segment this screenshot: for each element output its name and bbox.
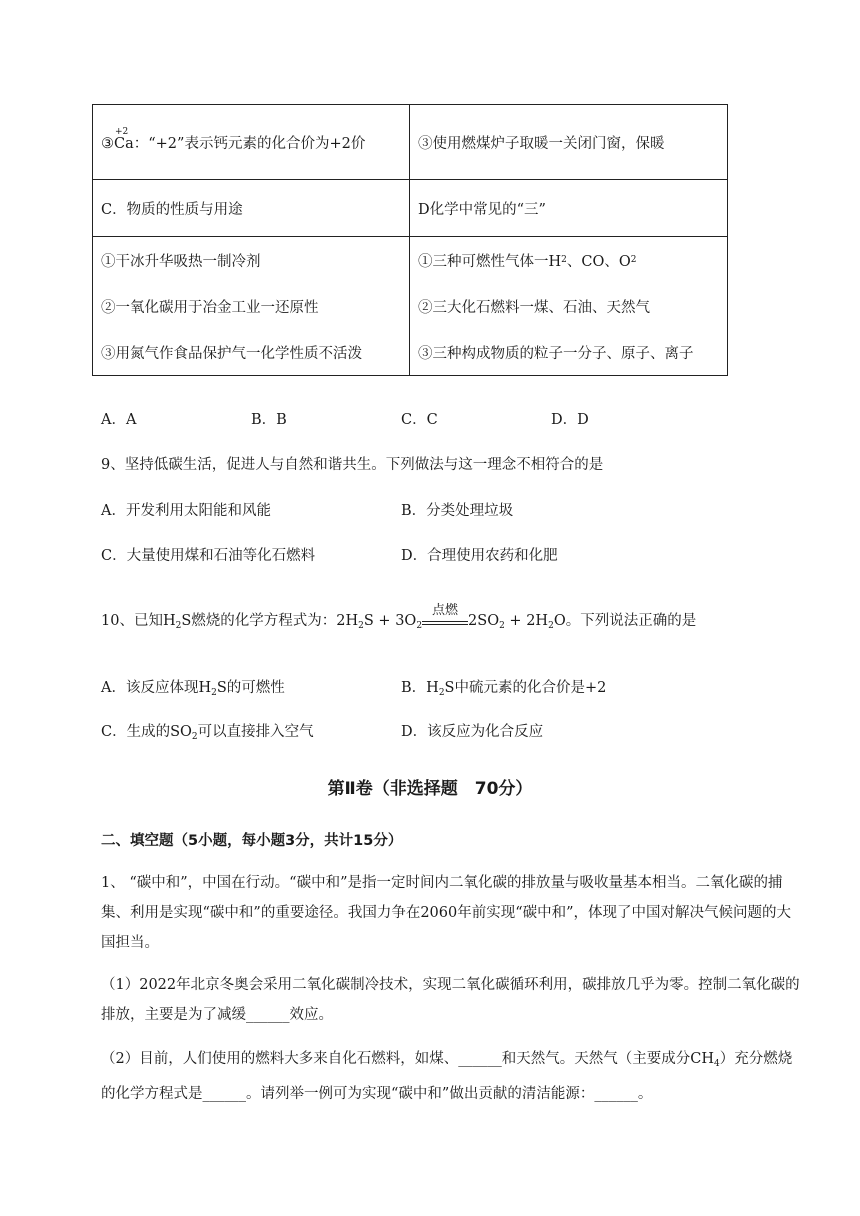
reaction-condition: 点燃 — [422, 619, 468, 625]
q10-option-b[interactable]: B．$H_2S$中硫元素的化合价是+2 — [401, 680, 607, 698]
q9-stem: 9、坚持低碳生活，促进人与自然和谐共生。下列做法与这一理念不相符合的是 — [101, 457, 604, 473]
question-1-part-1: （1）2022年北京冬奥会采用二氧化碳制冷技术，实现二氧化碳循环利用，碳排放几乎为零。控制二氧化碳的排放，主要是为了减缓______效应。 — [101, 977, 800, 1023]
cell-line: ②三大化石燃料一煤、石油、天然气 — [418, 299, 650, 316]
cell-prefix: ③ — [101, 135, 114, 152]
q8-option-a[interactable]: A．A — [101, 412, 137, 428]
q9-option-b[interactable]: B．分类处理垃圾 — [401, 503, 514, 519]
question-1-part-2: （2）目前，人们使用的燃料大多来自化石燃料，如煤、______和天然气。天然气（主要成分$CH_4$）充分燃烧的化学方程式是______。请列举一例可为实现“碳中和”做出贡献的清洁能源：______。 — [101, 1051, 793, 1102]
q9-option-a[interactable]: A．开发利用太阳能和风能 — [101, 503, 271, 519]
q9-option-d[interactable]: D．合理使用农药和化肥 — [401, 548, 558, 564]
q9-option-c[interactable]: C．大量使用煤和石油等化石燃料 — [101, 548, 316, 564]
options-table — [92, 104, 728, 376]
q8-option-c[interactable]: C．C — [401, 412, 438, 428]
cell-line: ①三种可燃性气体一H 2 、CO、O 2 — [418, 253, 637, 270]
q8-option-d[interactable]: D．D — [551, 412, 589, 428]
cell-line: ③三种构成物质的粒子一分子、原子、离子 — [418, 345, 694, 362]
q10-option-a[interactable]: A．该反应体现$H_2S$的可燃性 — [101, 680, 285, 698]
table-cell-r1-right: ③使用燃煤炉子取暖一关闭门窗，保暖 — [410, 105, 728, 180]
table-cell-r3-right — [410, 237, 728, 376]
cell-text: ：“+2”表示钙元素的化合价为+2价 — [133, 135, 366, 152]
table-cell-r2-left: C．物质的性质与用途 — [93, 180, 410, 237]
table-cell-r3-left — [93, 237, 410, 376]
q10-option-c[interactable]: C．生成的$SO_2$可以直接排入空气 — [101, 724, 314, 742]
question-1-intro: 1、 “碳中和”，中国在行动。“碳中和”是指一定时间内二氧化碳的排放量与吸收量基本相当。二氧化碳的捕集、利用是实现“碳中和”的重要途径。我国力争在2060年前实现“碳中和”，体现了中国对解决气候问题的大国担当。 — [101, 875, 792, 951]
table-cell-r1-left — [93, 105, 410, 180]
table-cell-r2-right: D化学中常见的“三” — [410, 180, 728, 237]
cell-line: ①干冰升华吸热一制冷剂 — [101, 253, 261, 270]
q10-stem: 10、已知$H_2S$燃烧的化学方程式为：$2H_2S + 3O_2$ 点燃 $2SO_2 + 2H_2O$。下列说法正确的是 — [101, 603, 697, 631]
q10-option-d[interactable]: D．该反应为化合反应 — [401, 724, 544, 740]
calcium-symbol: +2 Ca — [114, 126, 134, 152]
cell-line: ②一氧化碳用于冶金工业一还原性 — [101, 299, 319, 316]
q8-option-b[interactable]: B．B — [251, 412, 287, 428]
part2-heading: 二、填空题（5小题，每小题3分，共计15分） — [101, 833, 403, 849]
section-title: 第Ⅱ卷（非选择题 70分） — [327, 779, 533, 799]
cell-line: ③用氮气作食品保护气一化学性质不活泼 — [101, 345, 362, 362]
